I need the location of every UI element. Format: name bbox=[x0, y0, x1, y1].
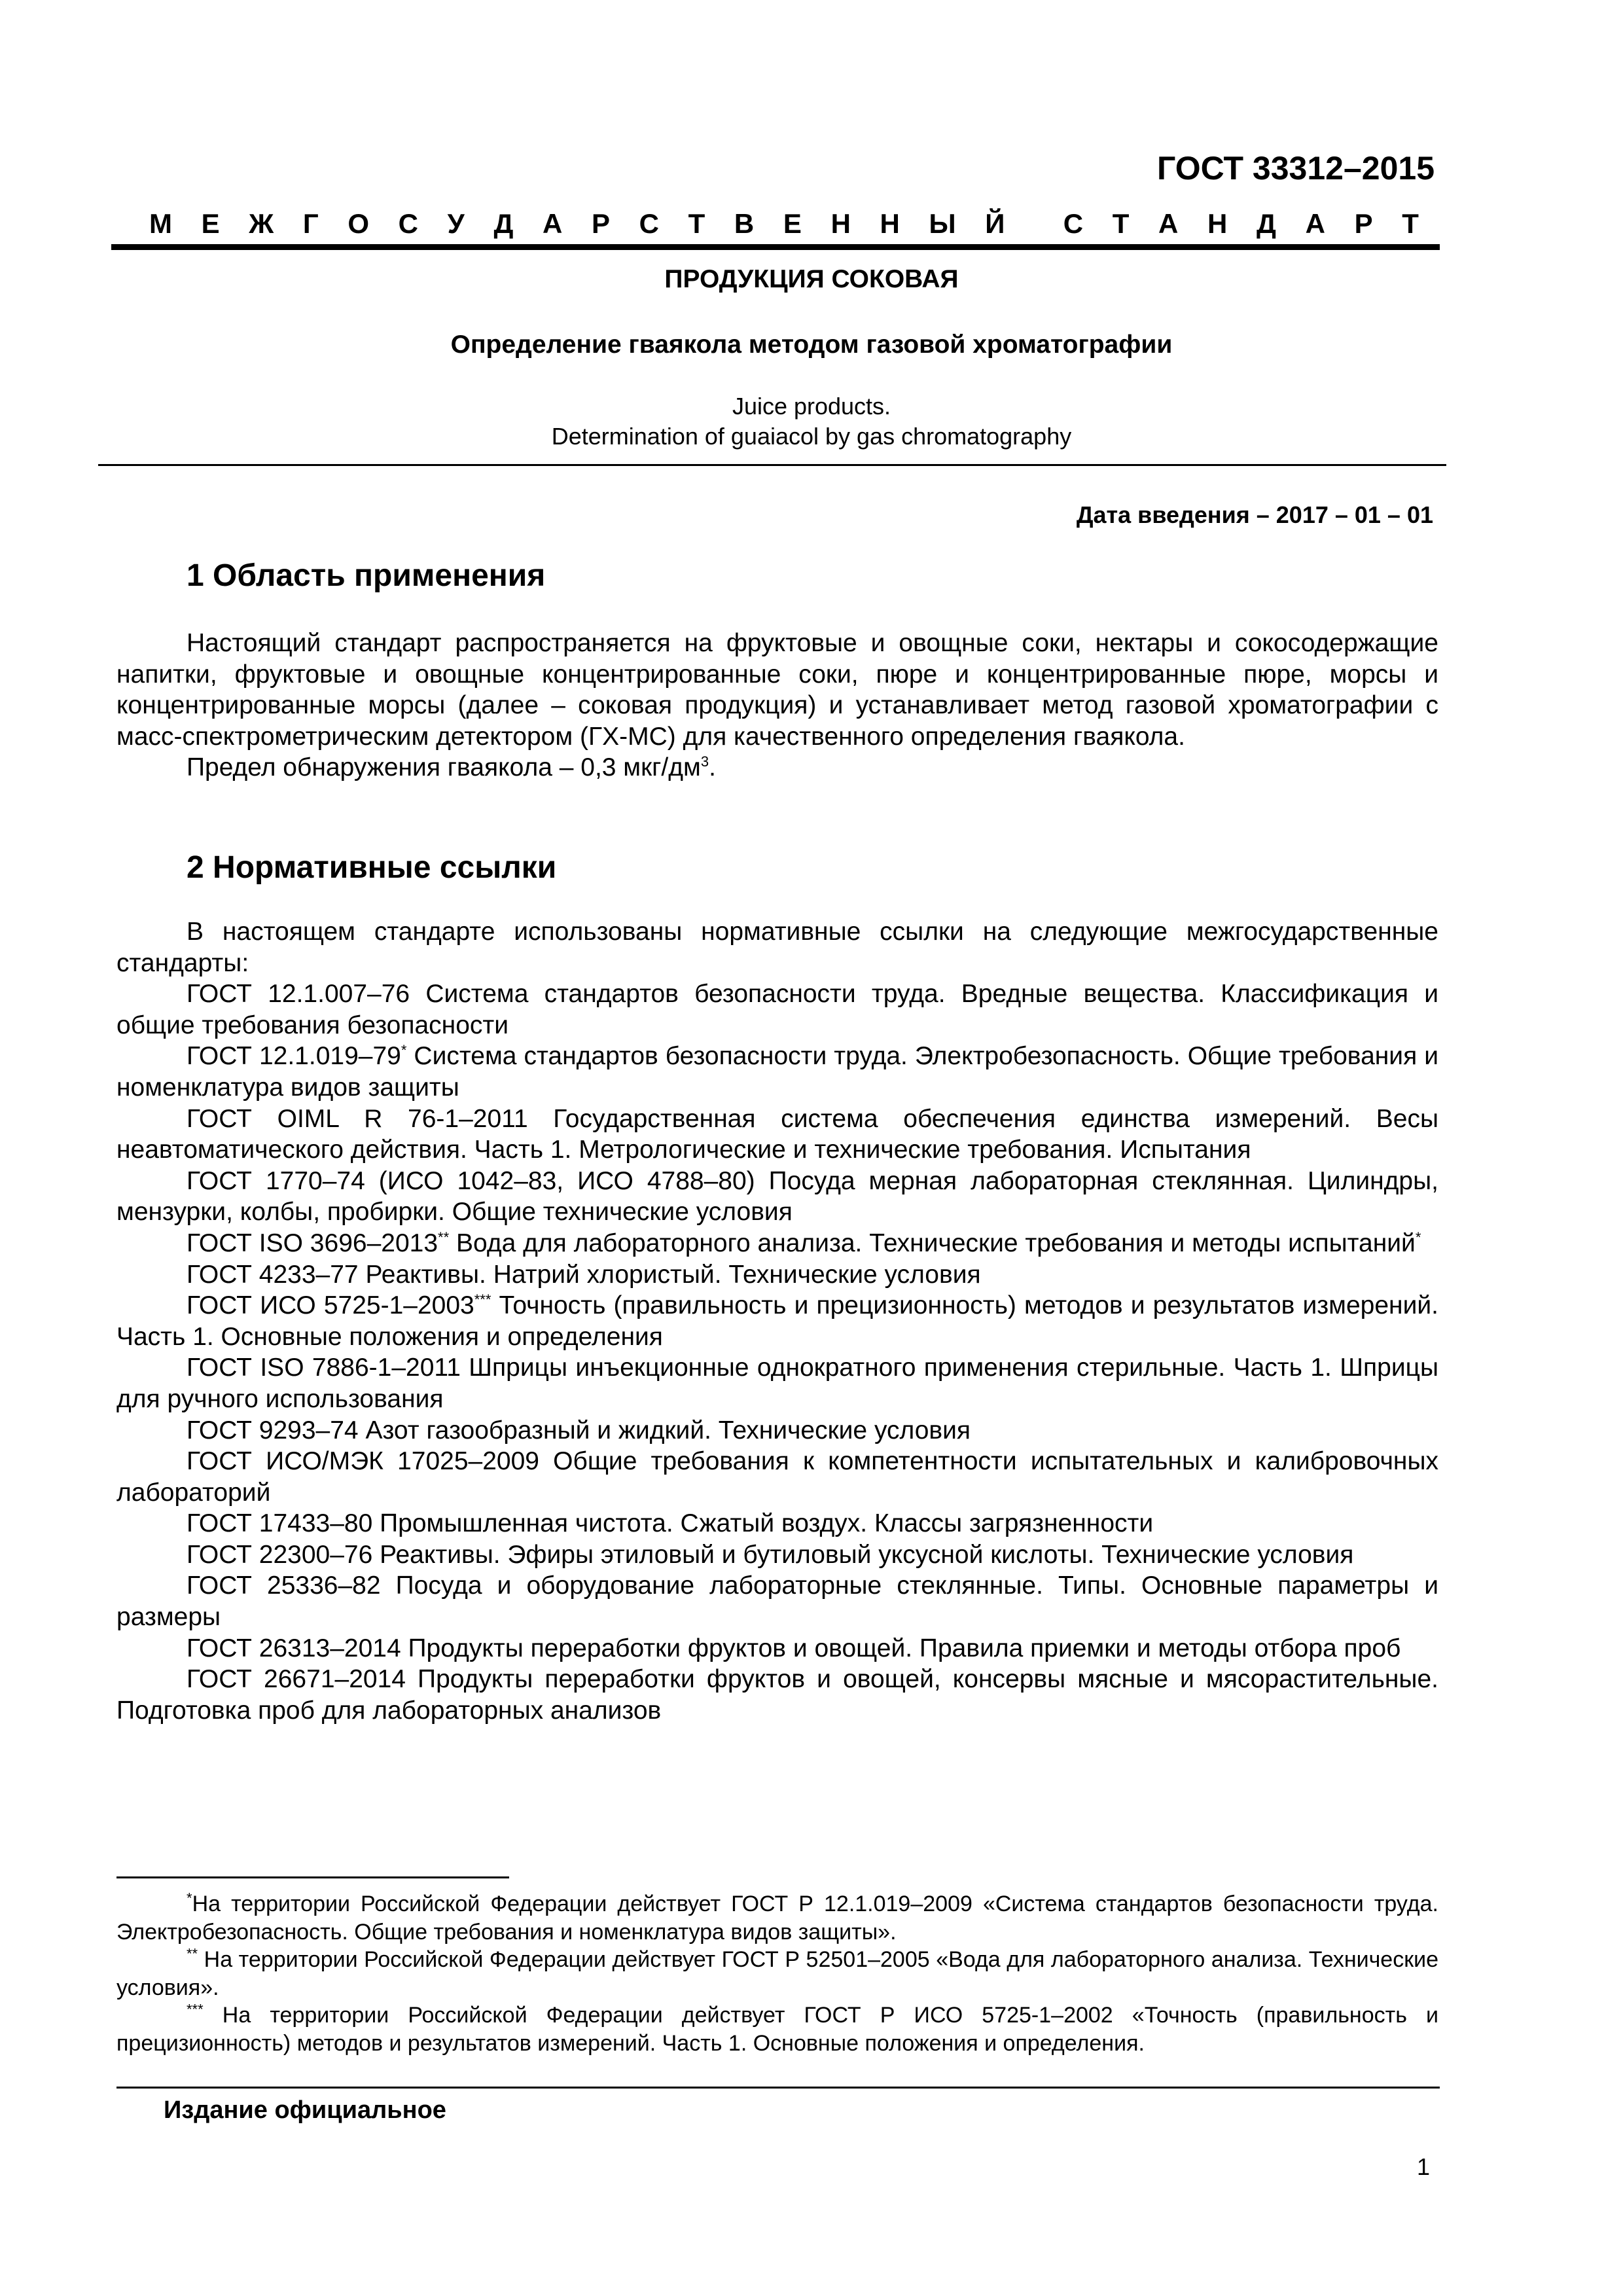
section-1-heading: 1 Область применения bbox=[187, 558, 546, 593]
scope-paragraph: Настоящий стандарт распространяется на фруктовые и овощные соки, нектары и сокосодержащие напитки, фруктовые и овощные концентрированные соки, пюре и концентрированные пюре, морсы и концентрированные морсы (далее – соковая продукция) и устанавливает метод газовой хроматографии с масс-спектрометрическим детектором (ГХ-МС) для качественного определения гваякола. bbox=[116, 629, 1438, 751]
banner-letter: Р bbox=[591, 208, 610, 239]
section-2-body bbox=[116, 916, 1438, 1726]
banner-letter: Т bbox=[1112, 208, 1130, 239]
footnote-item: *** На территории Российской Федерации действует ГОСТ Р ИСО 5725-1–2002 «Точность (правильность и прецизионность) методов и результатов измерений. Часть 1. Основные положения и определения. bbox=[116, 2001, 1438, 2056]
banner-letter: Т bbox=[688, 208, 705, 239]
page-number: 1 bbox=[1416, 2153, 1430, 2180]
banner-letter: В bbox=[734, 208, 755, 239]
reference-item: ГОСТ OIML R 76-1–2011 Государственная система обеспечения единства измерений. Весы неавтоматического действия. Часть 1. Метрологические и технические требования. Испытания bbox=[116, 1104, 1438, 1164]
banner-letter: Г bbox=[302, 208, 319, 239]
reference-item: ГОСТ 12.1.007–76 Система стандартов безопасности труда. Вредные вещества. Классификация и общие требования безопасности bbox=[116, 980, 1438, 1039]
banner-letter: С bbox=[1063, 208, 1084, 239]
english-title-line-2: Determination of guaiacol by gas chromatography bbox=[551, 423, 1072, 450]
reference-item: ГОСТ ИСО 5725-1–2003*** Точность (правильность и прецизионность) методов и результатов измерений. Часть 1. Основные положения и определения bbox=[116, 1291, 1438, 1351]
english-title-line-1: Juice products. bbox=[732, 393, 891, 420]
english-title bbox=[0, 391, 1623, 452]
introduction-date: Дата введения – 2017 – 01 – 01 bbox=[1076, 501, 1433, 528]
reference-item: ГОСТ 26671–2014 Продукты переработки фруктов и овощей, консервы мясные и мясорастительные. Подготовка проб для лабораторных анализов bbox=[116, 1665, 1438, 1725]
document-title: ПРОДУКЦИЯ СОКОВАЯ bbox=[664, 265, 959, 293]
banner-letter: А bbox=[1305, 208, 1325, 239]
banner-letter: С bbox=[639, 208, 659, 239]
banner-letter: А bbox=[543, 208, 563, 239]
detection-limit-paragraph: Предел обнаружения гваякола – 0,3 мкг/$дм^3$. bbox=[187, 753, 716, 782]
footnotes bbox=[116, 1890, 1438, 2057]
banner-letter: Н bbox=[880, 208, 900, 239]
reference-item: ГОСТ 26313–2014 Продукты переработки фруктов и овощей. Правила приемки и методы отбора проб bbox=[187, 1634, 1401, 1662]
banner-letter: Е bbox=[783, 208, 802, 239]
reference-item: ГОСТ ИСО/МЭК 17025–2009 Общие требования к компетентности испытательных и калибровочных лабораторий bbox=[116, 1447, 1438, 1507]
banner-letter: Н bbox=[1207, 208, 1228, 239]
banner-letter: О bbox=[348, 208, 370, 239]
reference-item: ГОСТ 25336–82 Посуда и оборудование лабораторные стеклянные. Типы. Основные параметры и размеры bbox=[116, 1571, 1438, 1632]
reference-item: ГОСТ 4233–77 Реактивы. Натрий хлористый. Технические условия bbox=[187, 1260, 981, 1289]
reference-item: ГОСТ 17433–80 Промышленная чистота. Сжатый воздух. Классы загрязненности bbox=[187, 1509, 1154, 1538]
footnote-item: ** На территории Российской Федерации действует ГОСТ Р 52501–2005 «Вода для лабораторного анализа. Технические условия». bbox=[116, 1945, 1438, 2000]
reference-item: ГОСТ ISO 7886-1–2011 Шприцы инъекционные однократного применения стерильные. Часть 1. Шприцы для ручного использования bbox=[116, 1354, 1438, 1413]
banner-letter: Ж bbox=[249, 208, 274, 239]
banner-letter: Е bbox=[201, 208, 220, 239]
official-edition-label: Издание официальное bbox=[164, 2096, 446, 2124]
banner-letter: Р bbox=[1354, 208, 1373, 239]
interstate-standard-banner bbox=[149, 208, 1419, 240]
title-rule bbox=[98, 464, 1446, 466]
section-2-heading: 2 Нормативные ссылки bbox=[187, 850, 557, 885]
banner-letter: Й bbox=[985, 208, 1005, 239]
reference-item: ГОСТ ISO 3696–2013** Вода для лабораторного анализа. Технические требования и методы испытаний* bbox=[187, 1229, 1421, 1257]
footnote-item: *На территории Российской Федерации действует ГОСТ Р 12.1.019–2009 «Система стандартов безопасности труда. Электробезопасность. Общие требования и номенклатура видов защиты». bbox=[116, 1890, 1438, 1945]
reference-item: ГОСТ 9293–74 Азот газообразный и жидкий. Технические условия bbox=[187, 1416, 971, 1444]
banner-letter: У bbox=[447, 208, 465, 239]
footnote-separator bbox=[116, 1876, 509, 1878]
section-1-body bbox=[116, 628, 1438, 783]
header-rule bbox=[111, 244, 1440, 250]
banner-letter: С bbox=[398, 208, 419, 239]
banner-letter: Ы bbox=[929, 208, 956, 239]
banner-letter: Н bbox=[830, 208, 851, 239]
reference-item: ГОСТ 1770–74 (ИСО 1042–83, ИСО 4788–80) Посуда мерная лабораторная стеклянная. Цилиндры, мензурки, колбы, пробирки. Общие технические условия bbox=[116, 1166, 1438, 1227]
reference-item: ГОСТ 12.1.019–79* Система стандартов безопасности труда. Электробезопасность. Общие требования и номенклатура видов защиты bbox=[116, 1042, 1438, 1102]
banner-letter: М bbox=[149, 208, 172, 239]
banner-letter: Д bbox=[1257, 208, 1276, 239]
banner-letter: А bbox=[1158, 208, 1179, 239]
document-subtitle: Определение гваякола методом газовой хроматографии bbox=[450, 331, 1173, 359]
banner-letter: Т bbox=[1402, 208, 1419, 239]
references-intro: В настоящем стандарте использованы нормативные ссылки на следующие межгосударственные стандарты: bbox=[116, 918, 1438, 977]
document-number: ГОСТ 33312–2015 bbox=[1157, 150, 1435, 187]
banner-letter: Д bbox=[493, 208, 514, 239]
reference-item: ГОСТ 22300–76 Реактивы. Эфиры этиловый и бутиловый уксусной кислоты. Технические условия bbox=[187, 1540, 1354, 1569]
footer-rule bbox=[116, 2087, 1440, 2089]
